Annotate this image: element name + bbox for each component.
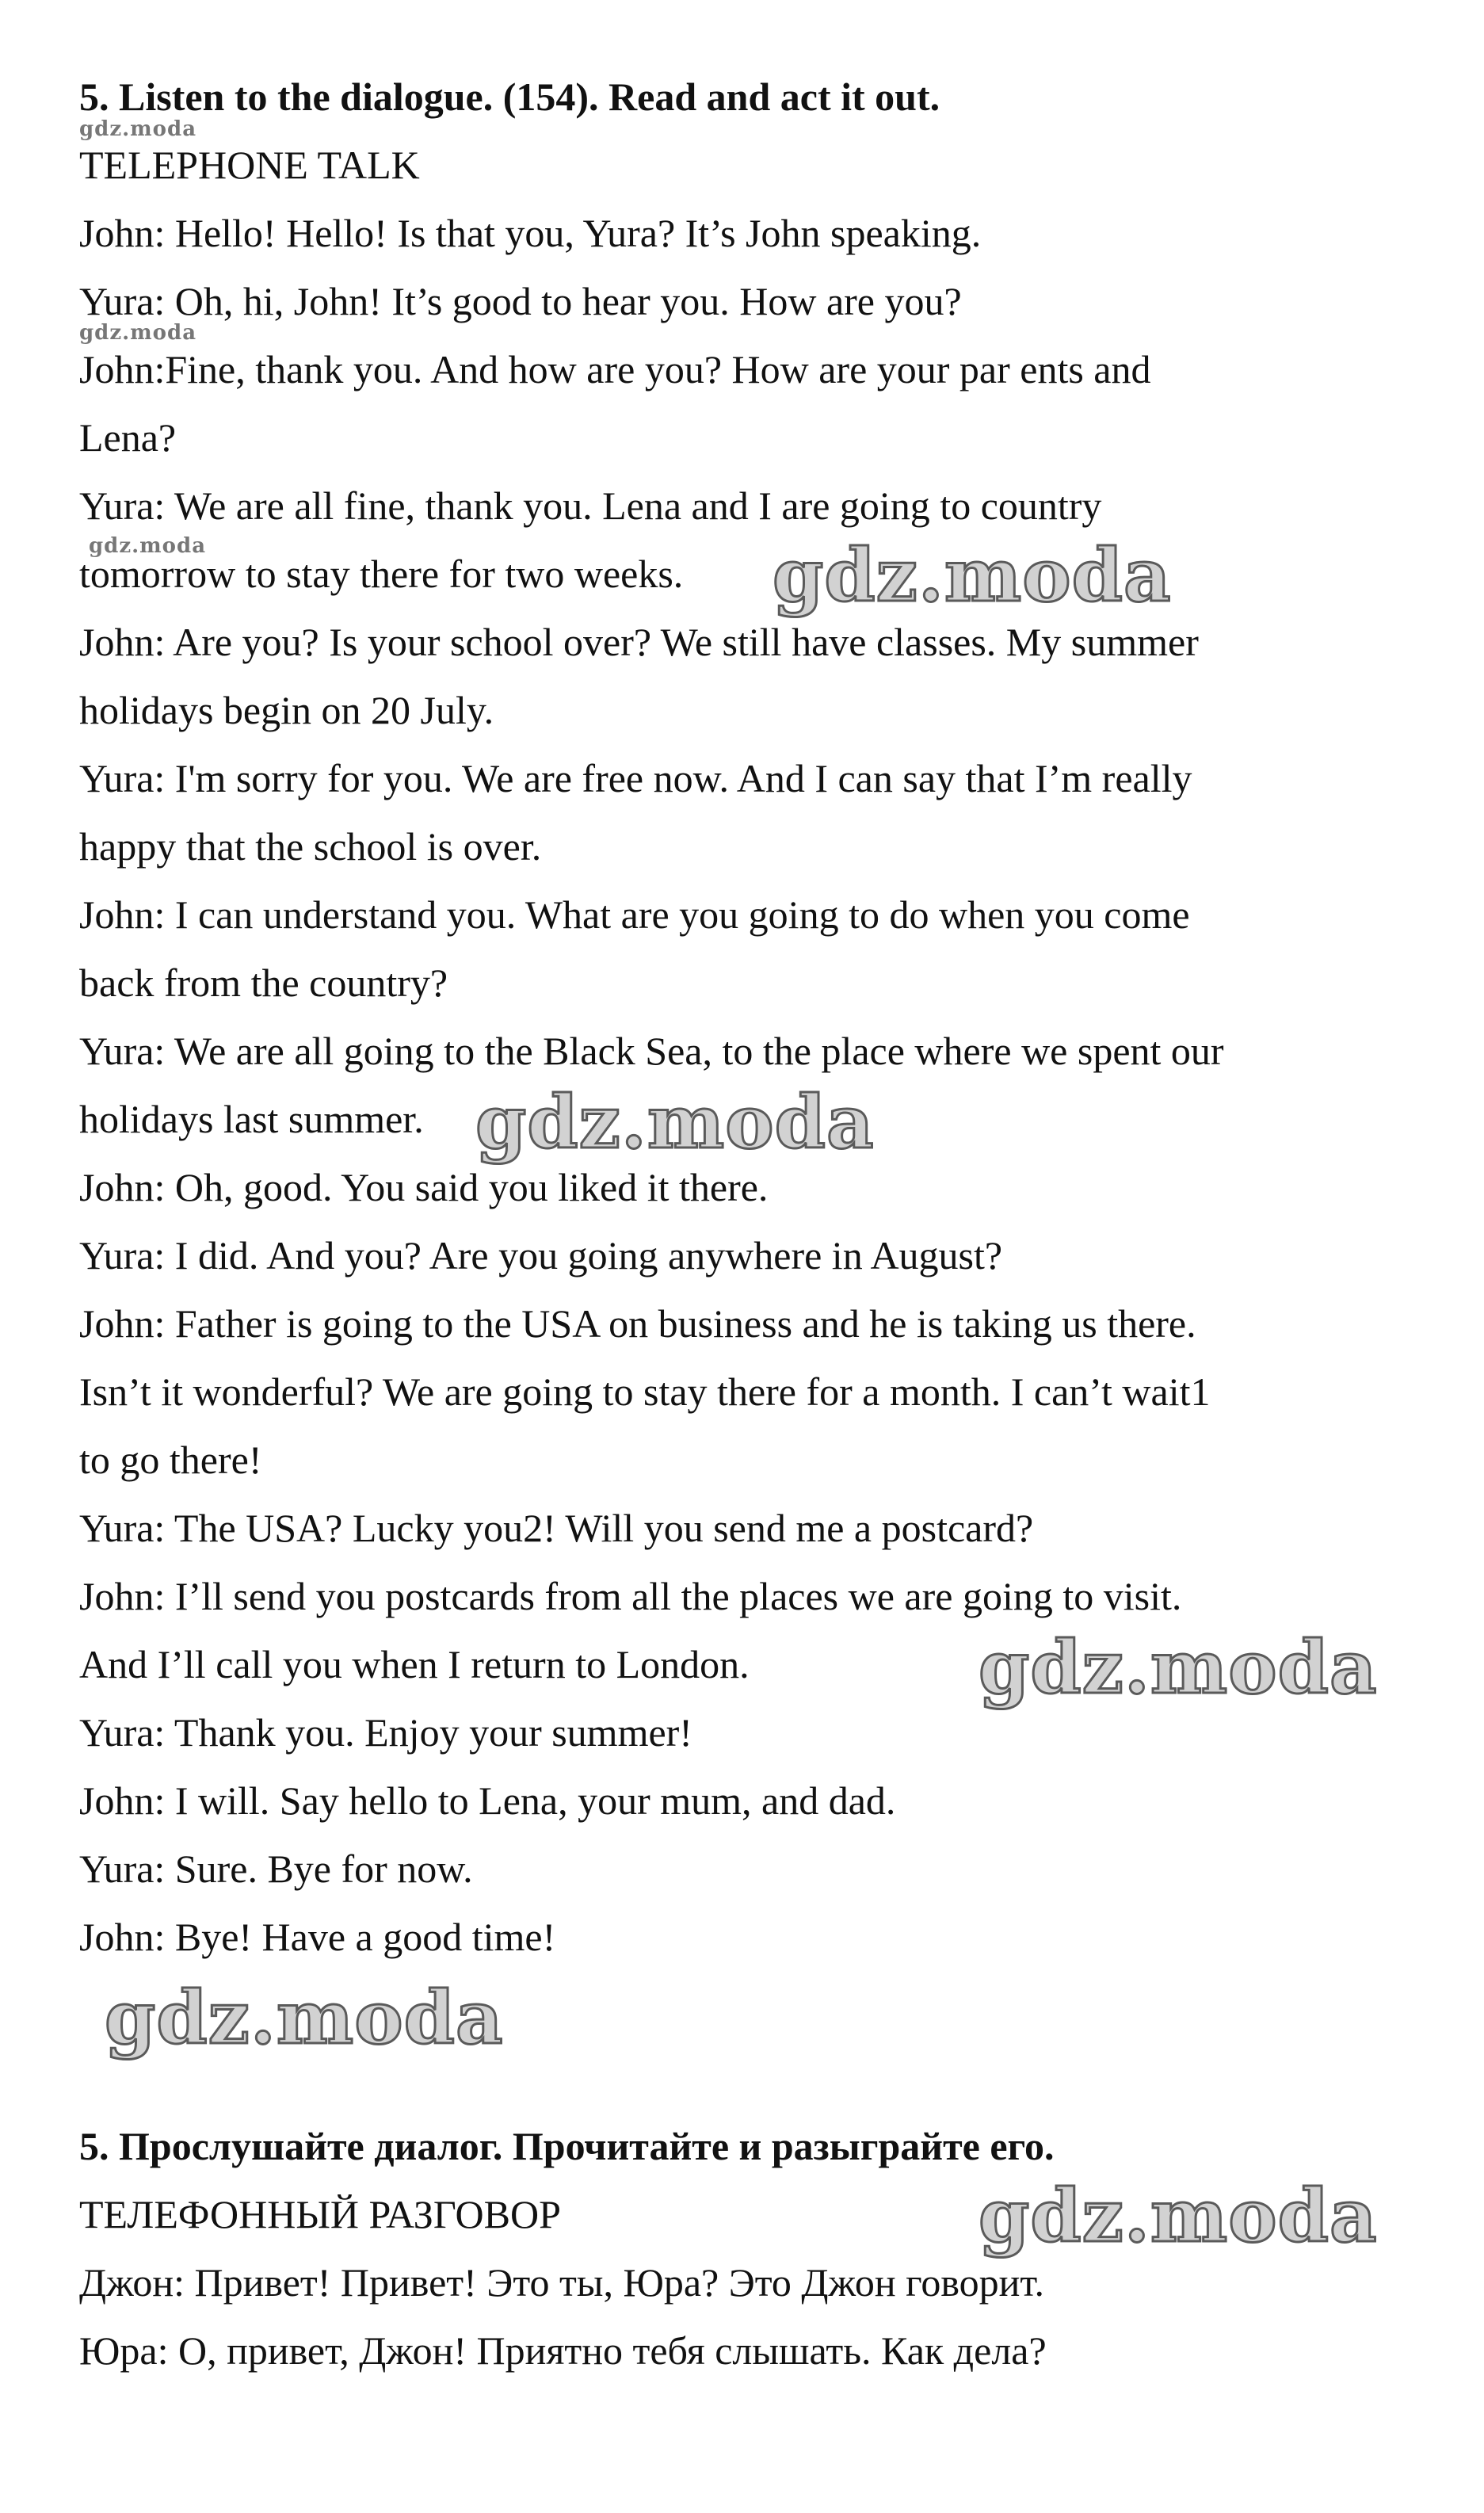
dialogue-line: Lena? (79, 415, 177, 460)
dialogue-line: John: I will. Say hello to Lena, your mum, and dad. (79, 1778, 896, 1823)
dialogue-line: Yura: I'm sorry for you. We are free now. And I can say that I’m really (79, 756, 1192, 800)
dialogue-line: John: Bye! Have a good time! (79, 1915, 556, 1959)
watermark-logo: gdz.moda (979, 2173, 1378, 2259)
dialogue-line: Yura: I did. And you? Are you going anywhere in August? (79, 1233, 1003, 1278)
dialogue-line: Yura: The USA? Lucky you2! Will you send me a postcard? (79, 1506, 1034, 1550)
dialogue-line: And I’ll call you when I return to London. (79, 1642, 750, 1686)
dialogue-line: John: I’ll send you postcards from all the places we are going to visit. (79, 1574, 1182, 1618)
dialogue-line: back from the country? (79, 961, 448, 1005)
dialogue-line: Юра: О, привет, Джон! Приятно тебя слышать. Как дела? (79, 2328, 1047, 2373)
dialogue-line: John: Oh, good. You said you liked it there. (79, 1165, 769, 1209)
dialogue-line: Yura: Thank you. Enjoy your summer! (79, 1710, 692, 1755)
watermark-logo: gdz.moda (773, 533, 1172, 618)
watermark-logo: gdz.moda (89, 534, 207, 558)
watermark-logo: gdz.moda (979, 1625, 1378, 1710)
exercise-heading-en: 5. Listen to the dialogue. (154). Read and act it out. (79, 74, 940, 119)
dialogue-line: to go there! (79, 1438, 262, 1482)
dialogue-line: happy that the school is over. (79, 824, 542, 869)
dialogue-line: John: Hello! Hello! Is that you, Yura? It’s John speaking. (79, 211, 982, 255)
dialogue-line: holidays last summer. (79, 1097, 424, 1141)
dialogue-line: Yura: Sure. Bye for now. (79, 1847, 473, 1891)
dialogue-line: Yura: We are all fine, thank you. Lena and I are going to country (79, 483, 1102, 528)
dialogue-line: John: Father is going to the USA on business and he is taking us there. (79, 1301, 1196, 1346)
dialogue-line: John:Fine, thank you. And how are you? How are your par ents and (79, 347, 1151, 391)
dialogue-line: Isn’t it wonderful? We are going to stay there for a month. I can’t wait1 (79, 1369, 1211, 1414)
dialogue-title-ru: ТЕЛЕФОННЫЙ РАЗГОВОР (79, 2192, 561, 2236)
dialogue-line: Джон: Привет! Привет! Это ты, Юра? Это Джон говорит. (79, 2260, 1044, 2305)
dialogue-title-en: TELEPHONE TALK (79, 143, 420, 187)
watermark-logo: gdz.moda (79, 321, 197, 345)
watermark-logo: gdz.moda (105, 1975, 504, 2060)
watermark-logo: gdz.moda (79, 117, 197, 141)
dialogue-line: tomorrow to stay there for two weeks. (79, 552, 684, 596)
dialogue-line: John: Are you? Is your school over? We still have classes. My summer (79, 620, 1199, 664)
dialogue-line: holidays begin on 20 July. (79, 688, 494, 732)
dialogue-line: John: I can understand you. What are you going to do when you come (79, 892, 1190, 937)
dialogue-line: Yura: We are all going to the Black Sea, to the place where we spent our (79, 1029, 1224, 1073)
dialogue-line: Yura: Oh, hi, John! It’s good to hear you. How are you? (79, 279, 962, 323)
watermark-logo: gdz.moda (475, 1079, 875, 1165)
exercise-heading-ru: 5. Прослушайте диалог. Прочитайте и разыграйте его. (79, 2124, 1055, 2168)
